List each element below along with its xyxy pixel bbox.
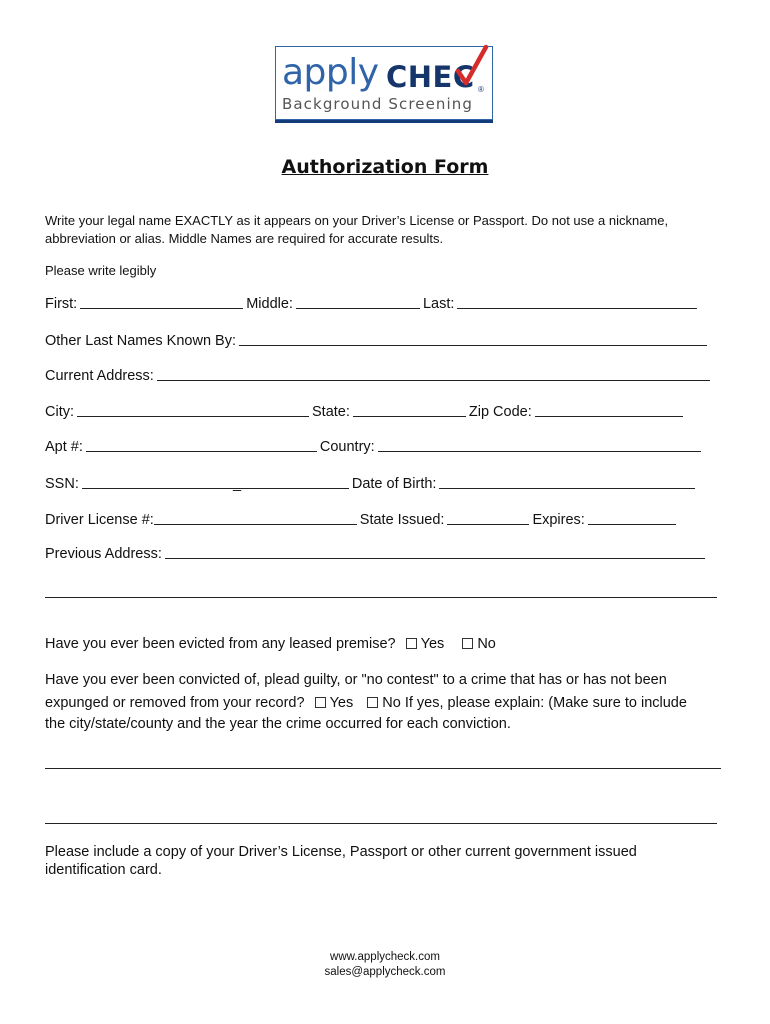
country-field[interactable] [378, 450, 701, 452]
driver-license-field[interactable] [154, 523, 357, 525]
previous-address-label: Previous Address: [45, 546, 162, 562]
footer [0, 950, 770, 980]
explanation-line-1[interactable] [45, 768, 721, 769]
driver-license-label: Driver License #: [45, 512, 154, 528]
convicted-no-checkbox[interactable] [367, 697, 378, 708]
ssn-row [45, 476, 698, 492]
first-name-field[interactable] [80, 307, 243, 309]
current-address-field[interactable] [157, 379, 710, 381]
state-label: State: [312, 404, 350, 420]
state-issued-field[interactable] [447, 523, 529, 525]
apt-label: Apt #: [45, 439, 83, 455]
convicted-yes-label: Yes [329, 695, 354, 711]
checkmark-icon [454, 43, 490, 89]
last-name-field[interactable] [457, 307, 697, 309]
instructions-text: Write your legal name EXACTLY as it appears on your Driver’s License or Passport. Do not use a nickname, abbreviation or alias. Middle Names are required for accurate results. [45, 213, 669, 246]
convicted-explain-text: If yes, please explain: (Make sure to include [404, 695, 687, 711]
expires-field[interactable] [588, 523, 676, 525]
explanation-line-2[interactable] [45, 823, 717, 824]
city-row [45, 404, 686, 420]
middle-name-label: Middle: [246, 296, 293, 312]
previous-address-field[interactable] [165, 557, 705, 559]
logo-subtitle: Background Screening [282, 95, 474, 113]
evicted-no-label: No [477, 636, 496, 652]
evicted-yes-checkbox[interactable] [406, 638, 417, 649]
convicted-line-2 [45, 693, 735, 714]
state-field[interactable] [353, 415, 466, 417]
ssn-separator: _ [233, 476, 242, 492]
logo-check-text: CHEC [386, 60, 475, 94]
other-names-row [45, 333, 710, 349]
legibly-note: Please write legibly [45, 263, 157, 278]
other-last-names-label: Other Last Names Known By: [45, 333, 236, 349]
name-row [45, 296, 700, 312]
footer-email[interactable]: sales@applycheck.com [324, 966, 446, 978]
evicted-question-text: Have you ever been evicted from any leased premise? [45, 636, 396, 652]
form-title: Authorization Form [281, 156, 489, 178]
convicted-line-1: Have you ever been convicted of, plead guilty, or "no contest" to a crime that has or has not been [45, 672, 667, 688]
registered-mark: ® [478, 85, 484, 94]
copy-note: Please include a copy of your Driver’s License, Passport or other current government issued identification card. [45, 844, 637, 878]
convicted-yes-checkbox[interactable] [315, 697, 326, 708]
middle-name-field[interactable] [296, 307, 420, 309]
state-issued-label: State Issued: [359, 512, 445, 528]
convicted-no-label: No [382, 695, 401, 711]
current-address-label: Current Address: [45, 368, 154, 384]
apt-row [45, 439, 704, 455]
convicted-question [45, 670, 735, 735]
evicted-no-checkbox[interactable] [462, 638, 473, 649]
convicted-line-3: the city/state/county and the year the crime occurred for each conviction. [45, 716, 511, 732]
dob-field[interactable] [439, 487, 695, 489]
city-label: City: [45, 404, 74, 420]
logo-frame [275, 46, 493, 120]
logo-apply-text: apply [282, 52, 379, 93]
license-row [45, 512, 679, 528]
convicted-line-2-text: expunged or removed from your record? [45, 695, 305, 711]
evicted-yes-label: Yes [420, 636, 445, 652]
other-last-names-field[interactable] [239, 344, 707, 346]
ssn-field[interactable] [82, 487, 349, 489]
last-name-label: Last: [422, 296, 455, 312]
expires-label: Expires: [532, 512, 585, 528]
previous-address-row [45, 546, 708, 562]
current-address-row [45, 368, 713, 384]
zip-field[interactable] [535, 415, 683, 417]
first-name-label: First: [45, 296, 78, 312]
evicted-question [45, 634, 496, 655]
previous-address-line-2[interactable] [45, 597, 717, 598]
apt-field[interactable] [86, 450, 317, 452]
footer-website[interactable]: www.applycheck.com [330, 951, 440, 963]
zip-label: Zip Code: [468, 404, 532, 420]
country-label: Country: [319, 439, 375, 455]
city-field[interactable] [77, 415, 309, 417]
logo-underline [275, 120, 493, 123]
dob-label: Date of Birth: [351, 476, 437, 492]
ssn-label: SSN: [45, 476, 79, 492]
